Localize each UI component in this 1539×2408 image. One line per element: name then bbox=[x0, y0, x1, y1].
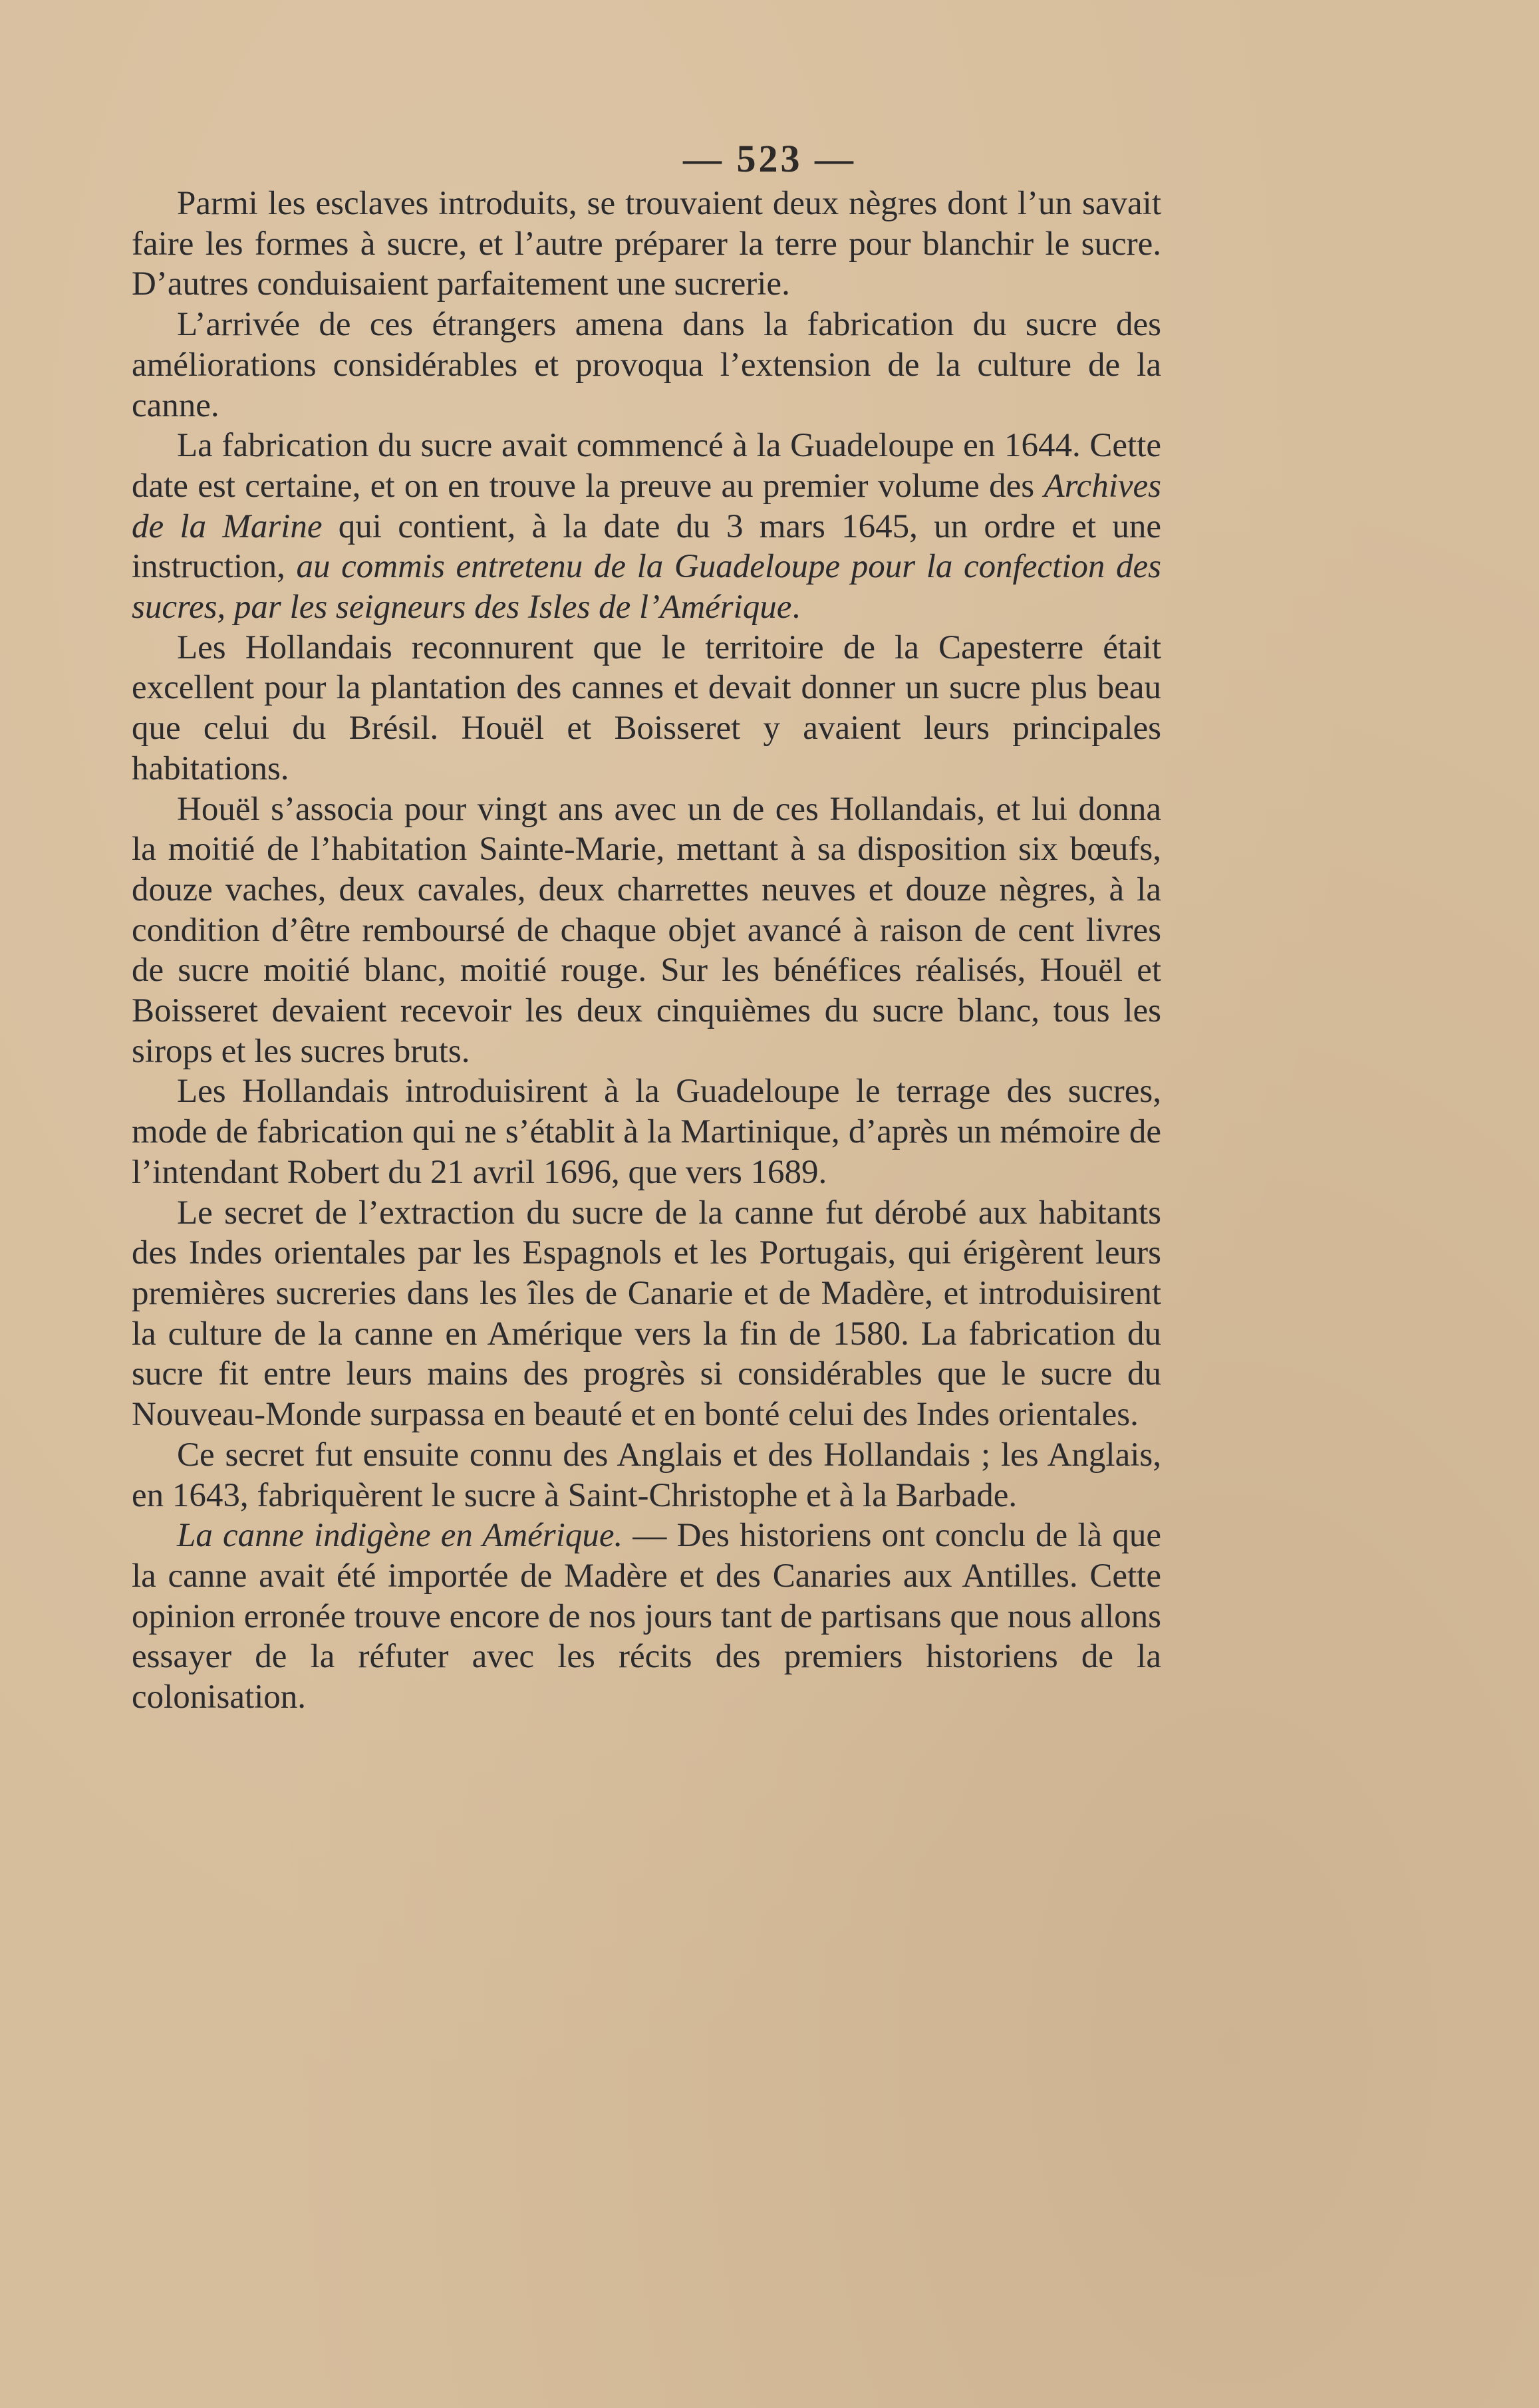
text-run: L’arrivée de ces étrangers amena dans la fabrication du sucre des améliorations considérables et provoqua l’extension de la culture de la canne. bbox=[132, 306, 1161, 424]
italic-title: Archives de la Marine bbox=[132, 467, 1161, 545]
paragraph bbox=[132, 426, 1161, 628]
italic-section-heading: La canne indigène en Amérique. bbox=[177, 1517, 623, 1555]
paragraph bbox=[132, 1193, 1161, 1435]
italic-quote: au commis entretenu de la Guadeloupe pour la confection des sucres, par les seigneurs des Isles de l’Amérique bbox=[132, 548, 1161, 626]
text-run: Les Hollandais introduisirent à la Guadeloupe le terrage des sucres, mode de fabrication qui ne s’établit à la Martinique, d’après un mémoire de l’intendant Robert du 21 avril 1696, que vers 1689. bbox=[132, 1073, 1161, 1191]
paragraph bbox=[132, 789, 1161, 1072]
page-number: — 523 — bbox=[683, 137, 856, 180]
text-run: La fabrication du sucre avait commencé à la Guadeloupe en 1644. Cette date est certaine, et on en trouve la preuve au premier volume des bbox=[132, 427, 1161, 505]
body-text bbox=[132, 184, 1161, 1718]
paragraph bbox=[132, 1435, 1161, 1516]
text-run: . bbox=[791, 589, 801, 626]
paragraph bbox=[132, 1071, 1161, 1192]
text-run: Parmi les esclaves introduits, se trouvaient deux nègres dont l’un savait faire les formes à sucre, et l’autre préparer la terre pour blanchir le sucre. D’autres conduisaient parfaitement une sucrerie. bbox=[132, 185, 1161, 303]
paragraph bbox=[132, 305, 1161, 426]
paragraph bbox=[132, 184, 1161, 305]
text-run: Les Hollandais reconnurent que le territoire de la Capesterre était excellent pour la plantation des cannes et devait donner un sucre plus beau que celui du Brésil. Houël et Boisseret y avaient leurs principales habitations. bbox=[132, 628, 1161, 787]
paragraph bbox=[132, 628, 1161, 789]
paragraph bbox=[132, 1516, 1161, 1718]
text-run: Le secret de l’extraction du sucre de la canne fut dérobé aux habitants des Indes orientales par les Espagnols et les Portugais, qui érigèrent leurs premières sucreries dans les îles de Canarie et de Madère, et introduisirent la culture de la canne en Amérique vers la fin de 1580. La fabrication du sucre fit entre leurs mains des progrès si considérables que le sucre du Nouveau-Monde surpassa en beauté et en bonté celui des Indes orientales. bbox=[132, 1194, 1161, 1434]
text-run: qui contient, à la date du 3 mars 1645, un ordre et une instruction, bbox=[132, 507, 1161, 586]
text-run: Ce secret fut ensuite connu des Anglais et des Hollandais ; les Anglais, en 1643, fabriquèrent le sucre à Saint-Christophe et à la Barbade. bbox=[132, 1436, 1161, 1514]
text-run: Houël s’associa pour vingt ans avec un de ces Hollandais, et lui donna la moitié de l’habitation Sainte-Marie, mettant à sa disposition six bœufs, douze vaches, deux cavales, deux charrettes neuves et douze nègres, à la condition d’être remboursé de chaque objet avancé à raison de cent livres de sucre moitié blanc, moitié rouge. Sur les bénéfices réalisés, Houël et Boisseret devaient recevoir les deux cinquièmes du sucre blanc, tous les sirops et les sucres bruts. bbox=[132, 790, 1161, 1070]
text-run: — Des historiens ont conclu de là que la canne avait été importée de Madère et des Canaries aux Antilles. Cette opinion erronée trouve encore de nos jours tant de partisans que nous allons essayer de la réfuter avec les récits des premiers historiens de la colonisation. bbox=[132, 1517, 1161, 1716]
